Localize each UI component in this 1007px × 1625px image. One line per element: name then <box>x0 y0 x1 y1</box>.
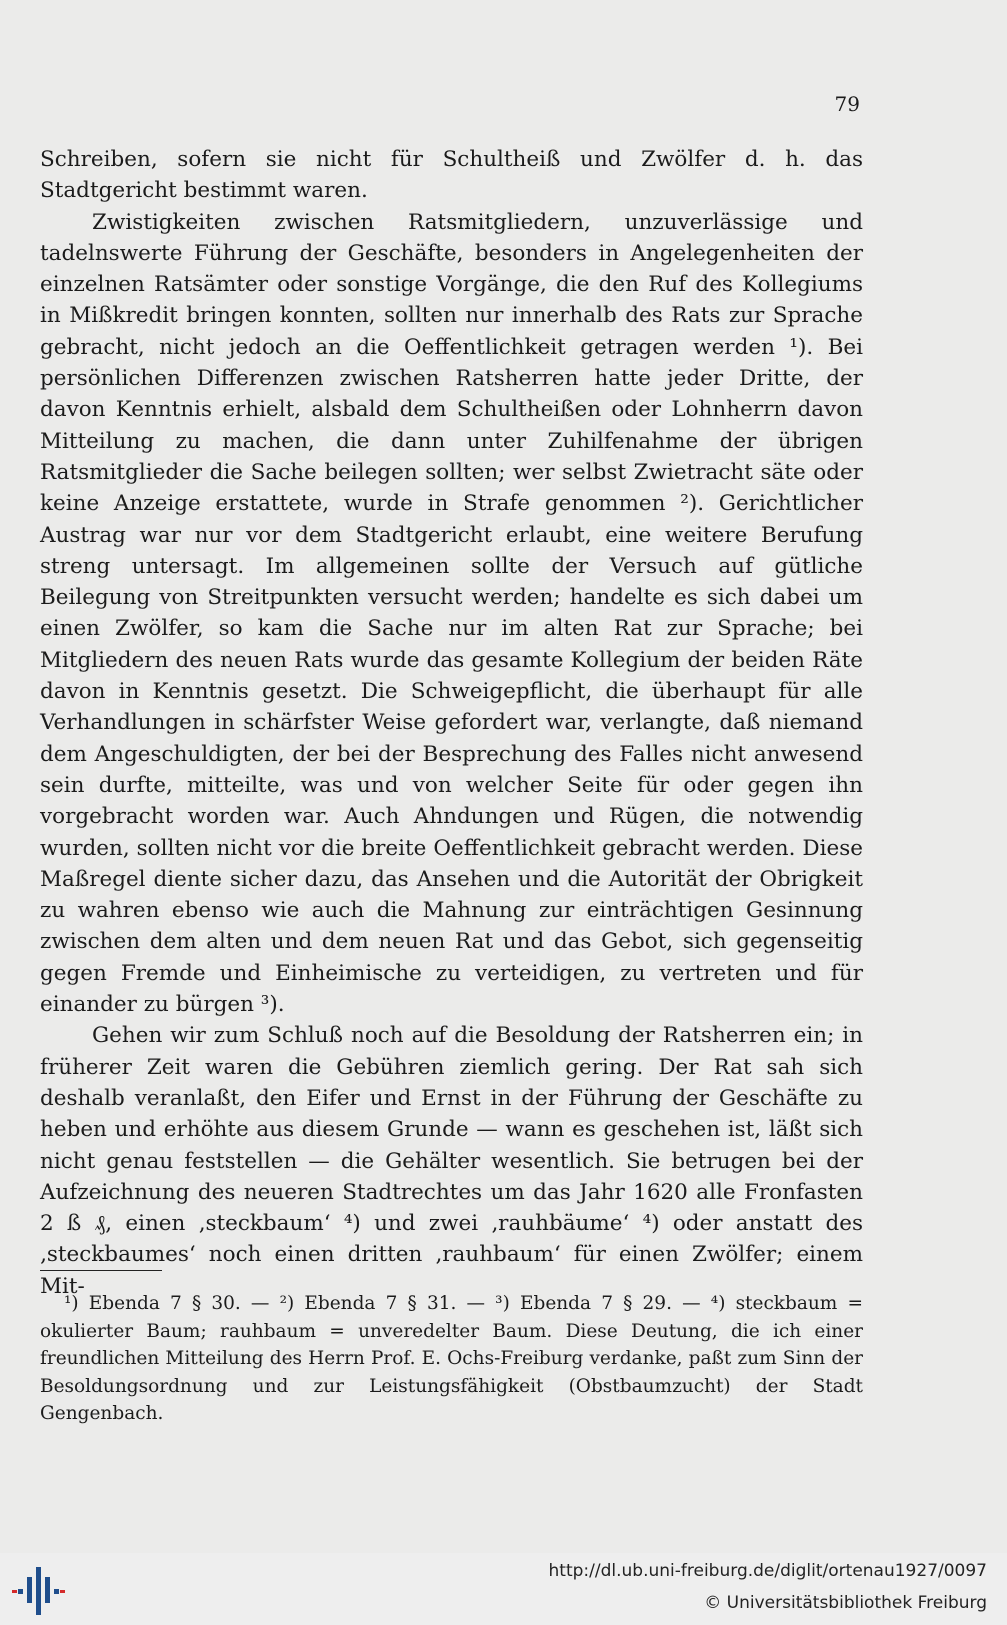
footnote-separator <box>40 1270 162 1271</box>
footnote-text: ¹) Ebenda 7 § 30. — ²) Ebenda 7 § 31. — ³) Ebenda 7 § 29. — ⁴) steckbaum = okulierter Baum; rauhbaum = unveredelter Baum. Diese Deutung, die ich einer freundlichen Mitteilung des Herrn Prof. E. Ochs-Freiburg verdanke, paßt zum Sinn der Besoldungsordnung und zur Leistungsfähigkeit (Obstbaumzucht) der Stadt Gengenbach. <box>40 1293 863 1424</box>
paragraph-3: Gehen wir zum Schluß noch auf die Besoldung der Ratsherren ein; in früherer Zeit waren die Gebühren ziemlich gering. Der Rat sah sich deshalb veranlaßt, den Eifer und Ernst in der Führung der Geschäfte zu heben und erhöhte aus diesem Grunde — wann es geschehen ist, läßt sich nicht genau feststellen — die Gehälter wesentlich. Sie betrugen bei der Aufzeichnung des neueren Stadtrechtes um das Jahr 1620 alle Fronfasten 2 ß ₰, einen ‚steckbaum‘ ⁴) und zwei ‚rauhbäume‘ ⁴) oder anstatt des ‚steckbaumes‘ noch einen dritten ‚rauhbaum‘ für einen Zwölfer; einem Mit- <box>40 1023 863 1299</box>
ub-freiburg-logo-icon[interactable] <box>10 1563 66 1619</box>
paragraph-2: Zwistigkeiten zwischen Ratsmitgliedern, unzuverlässige und tadelnswerte Führung der Geschäfte, besonders in Angelegenheiten der einzelnen Ratsämter oder sonstige Vorgänge, die den Ruf des Kollegiums in Mißkredit bringen konnten, sollten nur innerhalb des Rats zur Sprache gebracht, nicht jedoch an die Oeffentlichkeit getragen werden ¹). Bei persönlichen Differenzen zwischen Ratsherren hatte jeder Dritte, der davon Kenntnis erhielt, alsbald dem Schultheißen oder Lohnherrn davon Mitteilung zu machen, die dann unter Zuhilfenahme der übrigen Ratsmitglieder die Sache beilegen sollten; wer selbst Zwietracht säte oder keine Anzeige erstattete, wurde in Strafe genommen ²). Gerichtlicher Austrag war nur vor dem Stadtgericht erlaubt, eine weitere Berufung streng untersagt. Im allgemeinen sollte der Versuch auf gütliche Beilegung von Streitpunkten versucht werden; handelte es sich dabei um einen Zwölfer, so kam die Sache nur im alten Rat zur Sprache; bei Mitgliedern des neuen Rats wurde das gesamte Kollegium der beiden Räte davon in Kenntnis gesetzt. Die Schweigepflicht, die überhaupt für alle Verhandlungen in schärfster Weise gefordert war, verlangte, daß niemand dem Angeschuldigten, der bei der Besprechung des Falles nicht anwesend sein durfte, mitteilte, was und von welcher Seite für oder gegen ihn vorgebracht worden war. Auch Ahndungen und Rügen, die notwendig wurden, sollten nicht vor die breite Oeffentlichkeit gebracht werden. Diese Maßregel diente sicher dazu, das Ansehen und die Autorität der Obrigkeit zu wahren ebenso wie auch die Mahnung zur einträchtigen Gesinnung zwischen dem alten und dem neuen Rat und das Gebot, sich gegenseitig gegen Fremde und Einheimische zu verteidigen, zu vertreten und für einander zu bürgen ³). <box>40 209 863 1018</box>
paragraph-1: Schreiben, sofern sie nicht für Schultheiß und Zwölfer d. h. das Stadtgericht bestimmt waren. <box>40 147 863 204</box>
copyright-notice: © Universitätsbibliothek Freiburg <box>704 1593 987 1613</box>
footnotes <box>40 1290 863 1428</box>
page-number: 79 <box>834 92 860 116</box>
viewer-footer <box>0 1553 1007 1625</box>
body-text <box>40 144 863 1302</box>
source-url-link[interactable]: http://dl.ub.uni-freiburg.de/diglit/ortenau1927/0097 <box>548 1561 987 1581</box>
